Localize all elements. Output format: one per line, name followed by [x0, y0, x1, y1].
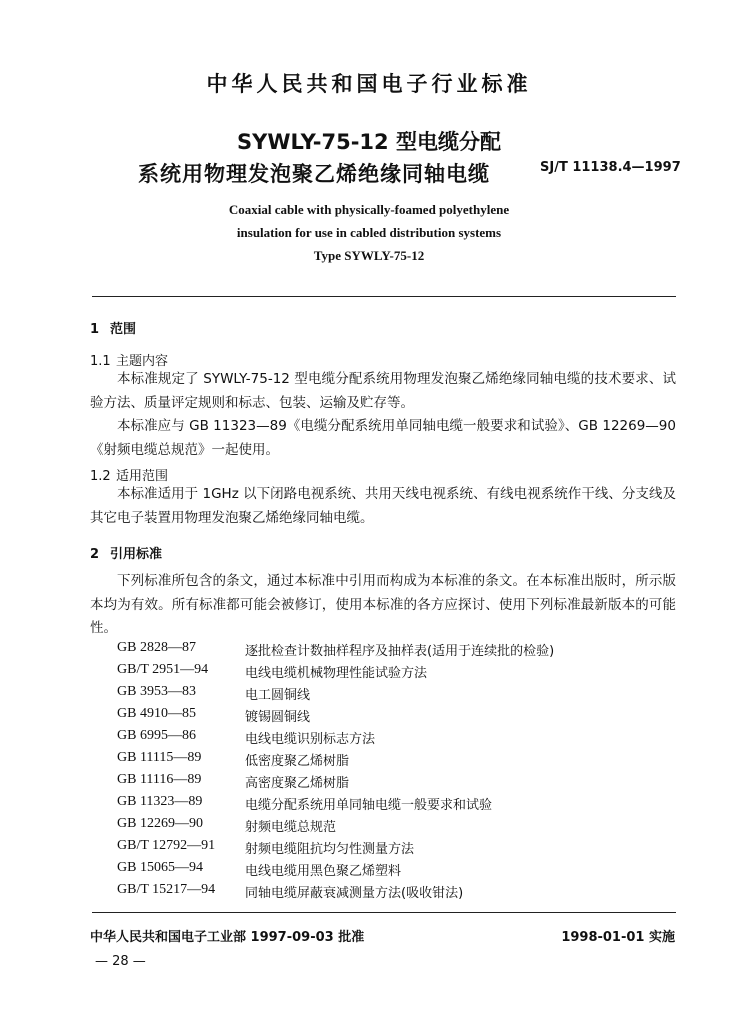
reference-title: 电线电缆识别标志方法	[245, 732, 376, 747]
section-number: 2	[90, 547, 100, 562]
section-title: 范围	[110, 322, 137, 337]
reference-code: GB 11116—89	[117, 772, 202, 787]
reference-title: 逐批检查计数抽样程序及抽样表(适用于连续批的检验)	[245, 644, 555, 659]
standard-category: 中华人民共和国电子行业标准	[206, 72, 532, 96]
reference-title: 电线电缆机械物理性能试验方法	[245, 666, 428, 681]
reference-title: 镀锡圆铜线	[245, 710, 311, 725]
section-title: 引用标准	[110, 547, 163, 562]
reference-code: GB 11115—89	[117, 750, 202, 765]
approval-statement: 中华人民共和国电子工业部 1997-09-03 批准	[90, 930, 365, 945]
reference-title: 电线电缆用黑色聚乙烯塑料	[245, 864, 402, 879]
footer-divider	[92, 912, 676, 913]
reference-title: 低密度聚乙烯树脂	[245, 754, 350, 769]
reference-code: GB 2828—87	[117, 640, 196, 655]
subsection-number: 1.1	[90, 354, 111, 369]
reference-title: 射频电缆总规范	[245, 820, 337, 835]
english-title-line3: Type SYWLY-75-12	[313, 248, 425, 263]
reference-title: 同轴电缆屏蔽衰减测量方法(吸收钳法)	[245, 886, 464, 901]
reference-code: GB 11323—89	[117, 794, 203, 809]
standard-code: SJ/T 11138.4—1997	[540, 160, 681, 175]
reference-title: 电工圆铜线	[245, 688, 311, 703]
reference-code: GB 3953—83	[117, 684, 196, 699]
header-divider	[92, 296, 676, 297]
reference-code: GB 12269—90	[117, 816, 203, 831]
english-title-line1: Coaxial cable with physically-foamed polyethylene	[228, 202, 510, 217]
paragraph: 本标准应与 GB 11323—89《电缆分配系统用单同轴电缆一般要求和试验》、GB 12269—90《射频电缆总规范》一起使用。	[90, 418, 676, 458]
paragraph: 下列标准所包含的条文，通过本标准中引用而构成为本标准的条文。在本标准出版时，所示版本均为有效。所有标准都可能会被修订，使用本标准的各方应探讨、使用下列标准最新版本的可能性。	[90, 573, 676, 636]
english-title-line2: insulation for use in cabled distribution systems	[236, 225, 502, 240]
reference-title: 高密度聚乙烯树脂	[245, 776, 350, 791]
page-number: — 28 —	[95, 954, 146, 969]
section-2-heading	[90, 543, 162, 562]
reference-code: GB/T 12792—91	[117, 838, 216, 853]
reference-code: GB 6995—86	[117, 728, 196, 743]
document-title-line1: SYWLY-75-12 型电缆分配	[237, 130, 501, 154]
paragraph: 本标准适用于 1GHz 以下闭路电视系统、共用天线电视系统、有线电视系统作干线、分支线及其它电子装置用物理发泡聚乙烯绝缘同轴电缆。	[90, 486, 676, 526]
section-1-heading	[90, 318, 136, 337]
reference-code: GB/T 15217—94	[117, 882, 216, 897]
paragraph: 本标准规定了 SYWLY-75-12 型电缆分配系统用物理发泡聚乙烯绝缘同轴电缆的技术要求、试验方法、质量评定规则和标志、包装、运输及贮存等。	[90, 371, 676, 411]
reference-code: GB/T 2951—94	[117, 662, 209, 677]
subsection-title: 适用范围	[116, 469, 169, 484]
reference-title: 电缆分配系统用单同轴电缆一般要求和试验	[245, 798, 493, 813]
subsection-title: 主题内容	[116, 354, 169, 369]
section-number: 1	[90, 322, 100, 337]
reference-title: 射频电缆阻抗均匀性测量方法	[245, 842, 415, 857]
subsection-1-1-heading	[90, 350, 168, 369]
reference-code: GB 4910—85	[117, 706, 196, 721]
document-title-line2: 系统用物理发泡聚乙烯绝缘同轴电缆	[138, 162, 490, 186]
subsection-1-2-heading	[90, 465, 168, 484]
implementation-date: 1998-01-01 实施	[561, 930, 675, 945]
reference-code: GB 15065—94	[117, 860, 203, 875]
subsection-number: 1.2	[90, 469, 111, 484]
